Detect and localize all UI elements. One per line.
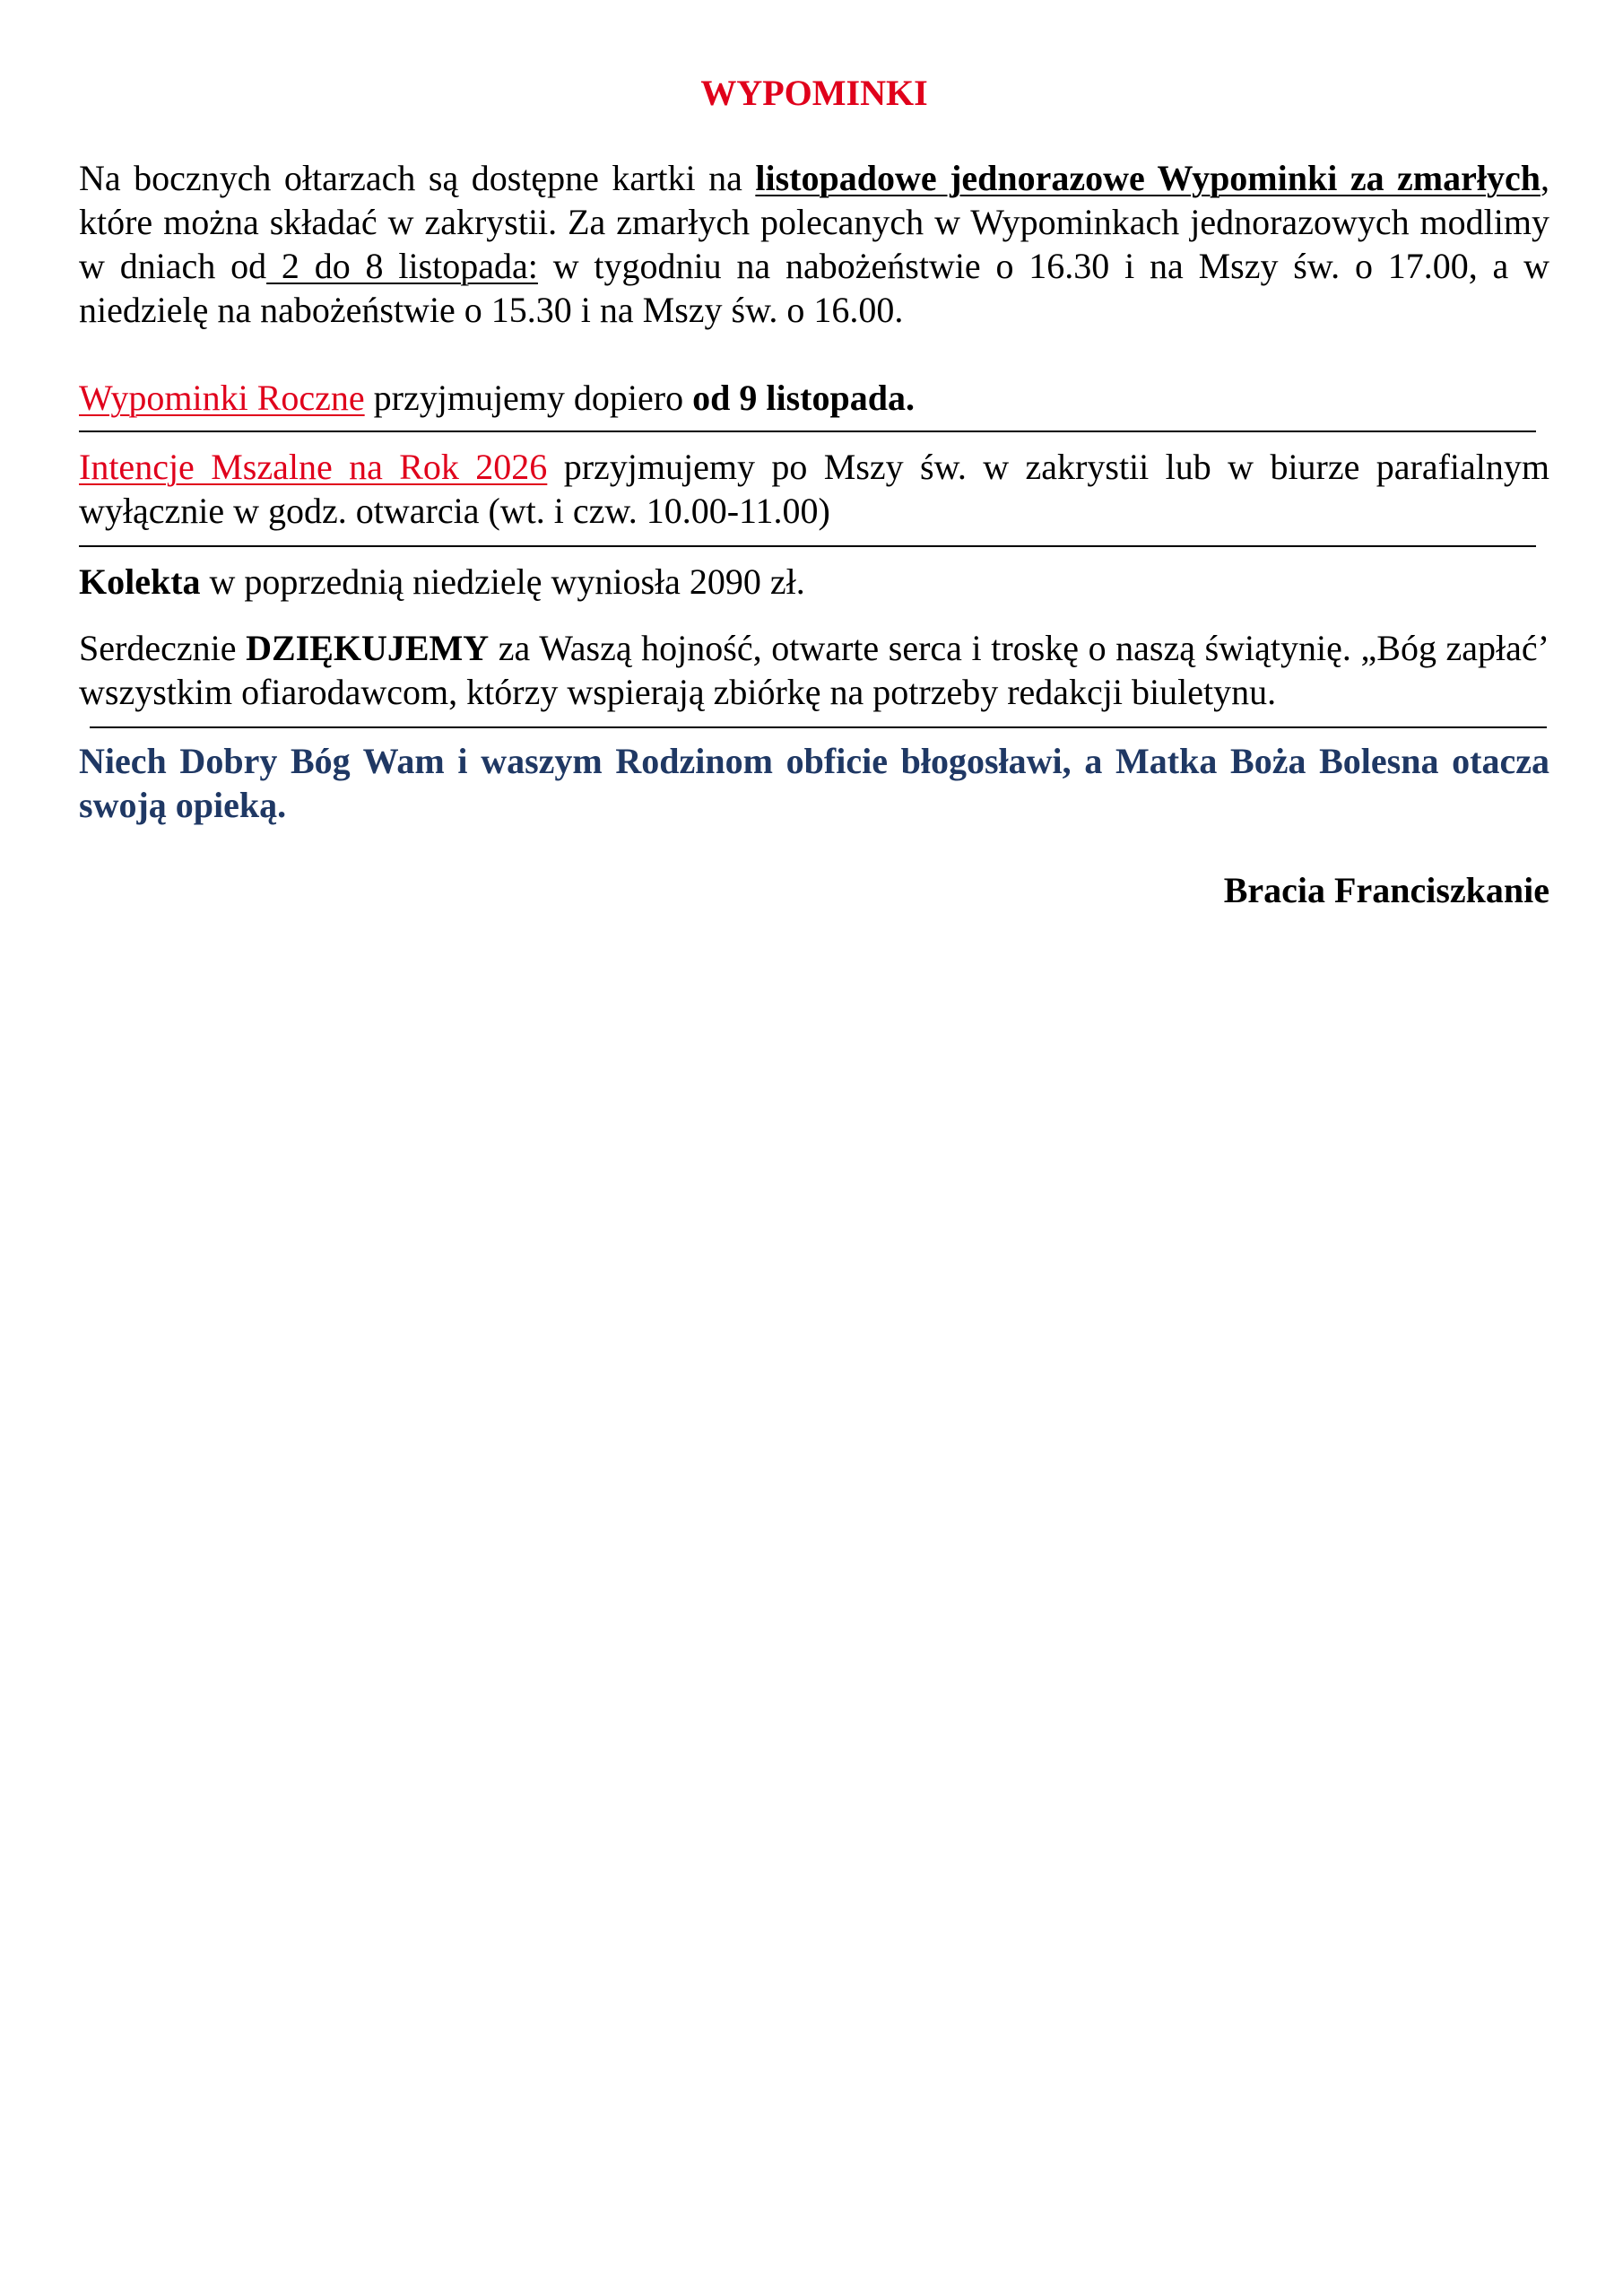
heading-wypominki-roczne: Wypominki Roczne	[79, 378, 365, 418]
emphasis-dziekujemy: DZIĘKUJEMY	[246, 628, 490, 668]
text-segment: w tygodniu na nabożeństwie o 16.30 i na Mszy św. o 17.00, a w niedzielę na nabożeństwie o 15.30 i na Mszy św. o 16.00.	[79, 246, 1550, 330]
paragraph-wypominki-info	[79, 156, 1549, 332]
label-kolekta: Kolekta	[79, 561, 201, 602]
page-title: WYPOMINKI	[700, 73, 928, 113]
text-segment: przyjmujemy po Mszy św. w zakrystii lub w biurze parafialnym wyłącznie w godz. otwarcia (wt. i czw. 10.00-11.00)	[79, 447, 1550, 531]
divider	[79, 430, 1536, 432]
paragraph-thanks	[79, 626, 1549, 714]
text-segment: Na bocznych ołtarzach są dostępne kartki na	[79, 158, 756, 198]
paragraph-intencje-mszalne	[79, 445, 1549, 533]
text-segment: w poprzednią niedzielę wyniosła 2090 zł.	[200, 561, 805, 602]
emphasis-dates: 2 do 8 listopada:	[266, 246, 538, 286]
divider	[79, 545, 1536, 547]
signature: Bracia Franciszkanie	[1223, 870, 1549, 910]
text-segment: Serdecznie	[79, 628, 247, 668]
emphasis-listopadowe-wypominki: listopadowe jednorazowe Wypominki za zmarłych	[755, 158, 1541, 198]
text-segment: za Waszą hojność, otwarte serca i troskę o naszą świątynię. „Bóg zapłać’ wszystkim ofiarodawcom, którzy wspierają zbiórkę na potrzeby redakcji biuletynu.	[79, 628, 1549, 712]
blessing-text: Niech Dobry Bóg Wam i waszym Rodzinom obficie błogosławi, a Matka Boża Bolesna otacza swoją opieką.	[79, 741, 1549, 825]
text-segment: , które można składać w zakrystii. Za zmarłych polecanych w Wypominkach jednorazowych modlimy w dniach od	[79, 158, 1549, 286]
heading-intencje-mszalne: Intencje Mszalne na Rok 2026	[79, 447, 548, 487]
emphasis-date: od 9 listopada.	[692, 378, 915, 418]
bulletin-page	[79, 70, 1549, 912]
divider	[90, 726, 1547, 728]
text-segment: przyjmujemy dopiero	[364, 378, 693, 418]
paragraph-kolekta	[79, 560, 1549, 604]
paragraph-wypominki-roczne	[79, 376, 1549, 420]
